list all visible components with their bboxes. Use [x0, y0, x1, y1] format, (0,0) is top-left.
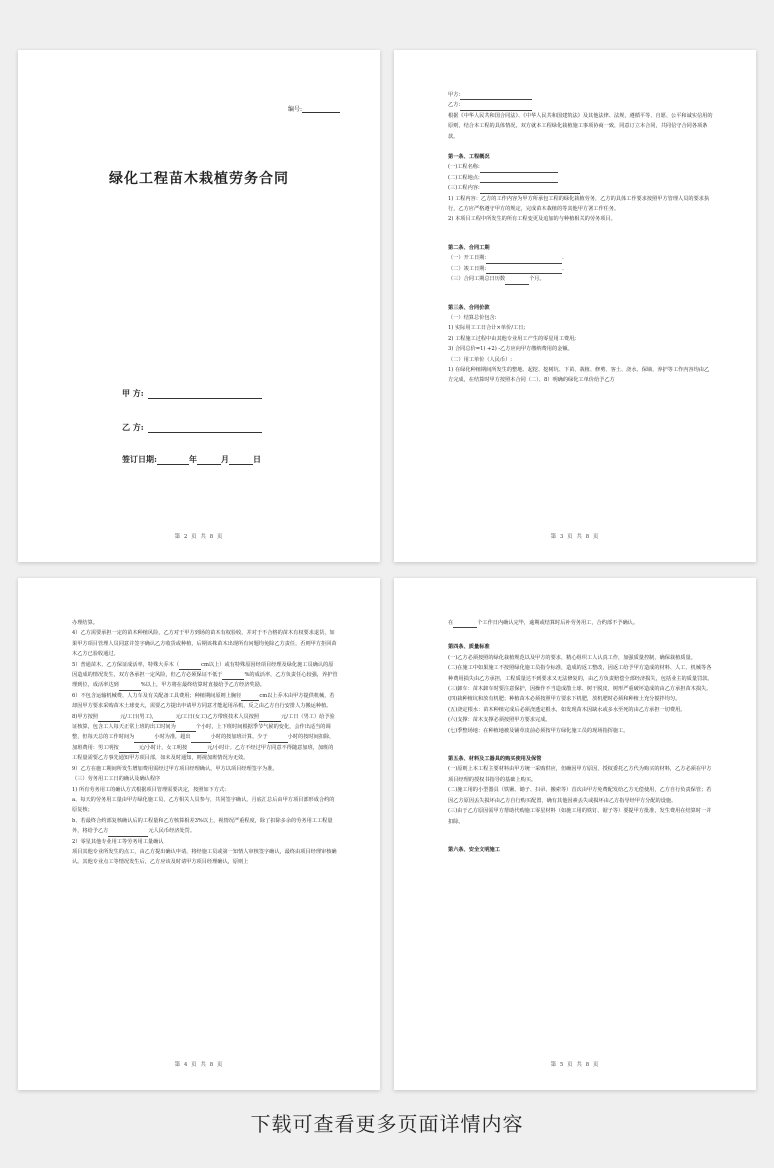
- paragraph: (二)在施工中如果施工不按照绿化施工员指令标准，造成的返工整改，因返工给予甲方造成的材料、人工、机械等各种费用损失由乙方承担，工程质量达不到要求又无法修复的，由乙方负责赔偿全部经济损失，包括业主的质量罚款。: [448, 665, 713, 682]
- paragraph: b、若最终合约部复核确认后的工程量和乙方核算相差3%以上，视情况严重程度，除了扣除多余的劳务用工工程量外，将给予乙方 元人民币经济处罚。: [72, 816, 338, 837]
- contract-cover-page: [18, 50, 380, 562]
- paragraph: (三)由于乙方原因需甲方帮助代购施工零星材料（如施工用的铁钉、锯子等）要提甲方批准，发生费用在结算时一并扣除。: [448, 808, 712, 825]
- section-heading: 第六条、安全文明施工: [448, 846, 500, 853]
- download-caption: 下载可查看更多页面详情内容: [250, 1112, 524, 1136]
- paragraph: （三）劳务用工工日的确认及确认程序: [72, 776, 161, 783]
- paragraph: (七)季整场地：在种植地被及铺草皮前必须按甲方绿化施工员的现场指挥施工。: [448, 727, 629, 734]
- page-footer: 第 3 页 共 8 页: [550, 534, 600, 540]
- paragraph: （二）用工单价（人民币）:: [448, 356, 512, 363]
- contract-page-4: [18, 578, 380, 1090]
- contract-page-5: [394, 578, 756, 1090]
- page-body: [448, 618, 714, 855]
- total-days-field: （三）合同工期总日历数 个月。: [448, 274, 714, 284]
- page-footer: 第 5 页 共 8 页: [550, 1062, 600, 1068]
- paragraph: 在 个工作日内确认完毕，逾期或结算时后补劳务用工，合约部不予确认。: [448, 618, 714, 628]
- contract-title: 绿化工程苗木栽植劳务合同: [109, 171, 289, 187]
- party-a-field: 甲方:: [448, 90, 714, 100]
- paragraph: 3) 合同总价=1) +2) -乙方应向甲方缴纳费用的金额。: [448, 346, 573, 353]
- project-name-field: (一)工程名称:: [448, 162, 714, 172]
- paragraph: (三)卸车：苗木卸车时要注意保护，因操作不当造成散土球、树干脱皮、树形严重破坏造成的由乙方承担苗木损失。: [448, 686, 712, 693]
- paragraph: a、每天的劳务用工量由甲方绿化施工员、乙方相关人员参与，共同签字确认，月底汇总后由甲方项目部形成合约的原复核；: [72, 796, 335, 814]
- page-body: [448, 90, 714, 386]
- paragraph: (六)支撑：苗木支撑必须按照甲方要求完成。: [448, 717, 551, 724]
- party-b-line: 乙 方:: [122, 422, 262, 433]
- party-a-line: 甲 方:: [122, 388, 262, 399]
- section-heading: 第二条、合同工期: [448, 244, 490, 251]
- paragraph: （一）结算总价包含:: [448, 314, 497, 321]
- section-heading: 第四条、质量标准: [448, 644, 490, 651]
- paragraph: 1) 实际用工工日合计×单价/工日;: [448, 325, 526, 332]
- project-site-field: (二)工程地点:: [448, 173, 714, 183]
- paragraph: 项目其他专业所发生的点工，由乙方提出确认申请，将经施工员或第一知情人审核签字确认，最终由项目经理审核确认。其他专业点工等情况发生后，乙方应该及时请甲方项目经理确认，原则上: [72, 848, 337, 866]
- page-footer: 第 2 页 共 8 页: [174, 534, 224, 540]
- paragraph: (一)乙方必须按照的绿化栽植规范以及甲方的要求，精心组织工人认真工作，加强质量控制，确保栽植质量。: [448, 654, 696, 661]
- paragraph: 2）零星其他专业用工等劳务用工量确认: [72, 838, 164, 845]
- project-content-field: (三)工程内容:: [448, 183, 714, 193]
- paragraph: (一)原则上本工程主要材料由甲方统一采购供应，但确因甲方原因，授权委托乙方代为购买的材料，乙方必须在甲方项目经理的授权书指导的基础上购买。: [448, 766, 712, 783]
- paragraph: 2) 本项目工程中所发生的所有工程变更及追加的与种植相关的劳务项目。: [448, 216, 616, 223]
- paragraph: 2) 工程施工过程中由其他专业用工产生的零星用工费用;: [448, 335, 577, 342]
- section-heading: 第一条、工程概况: [448, 154, 490, 161]
- sign-date: 签订日期: 年 月 日: [122, 454, 261, 464]
- paragraph: 9）乙方在施工期间所发生增加费用需经过甲方项目经理确认，甲方以项目经理签字为准。: [72, 765, 278, 772]
- paragraph: 1) 所有劳务用工的确认方式根据项目管理需要决定，按照如下方式:: [72, 786, 226, 793]
- serial-number: 编号:: [288, 104, 340, 113]
- paragraph: 6）不包含运输机械费、人力车及有关配备工具费用；种植期间原则上胸径 cm以上乔木由甲方提供机械，若却因甲方要求采购苗木土球变大，需要乙方提出申请甲方同意才能起用吊机，反之由乙方自行安排人力搬运种植。: [72, 692, 335, 710]
- paragraph: 办理结算。: [72, 620, 98, 626]
- paragraph: (二)施工用的小型器具（铁锹、锄子、扫帚、搬索等）首次由甲方免费配发给乙方无偿使用，乙方自行负责保管；若因乙方原因丢失损坏由乙方自行购买配置，确有其他因素丢失或损坏由乙方指导经甲方分配的设施。: [448, 787, 712, 804]
- section-heading: 第三条、合同价款: [448, 304, 490, 311]
- paragraph: 4）乙方需要承担一定的苗木种植风险，乙方对于甲方到场的苗木有权验收，并对于不合格的苗木有权要求退货，如果甲方项目管理人员同意并签字确认乙方收货或种植，后期该株苗木出现所有问题均免除乙方责任，否则甲方拒回苗木乙方已验收通过。: [72, 630, 337, 658]
- paragraph: 1) 在绿化种植期间所发生的整地、起挖、挖树坑、下苗、栽植、修剪、客土、浇水、保墒、养护等工作内容均由乙方完成，在结算时甲方按照本合同（二）、8）明确的绿化工单价给予乙方: [448, 366, 710, 384]
- contract-page-3: [394, 50, 756, 562]
- paragraph: 8)甲方按照 元/工日(男工), 元/工日(女工)乙方带班技术人员按照 元/工日（男工）给予验证核算，包含工人每天正常上班的出工时间为 个小时，上下班时间根据季节气候的变化，会作出适当的调整，但每天总的工作时间为 小时为准，超出 小时的按加班计算，少于 小时的按时间扣除，加班费用：男工明按 元/小时计，女工明按 元/小时计。乙方不经过甲方同意不得随意加班，加班的工程量需要乙方事先通知甲方项目部，如未及时通知，则视加班情况为无效。: [72, 713, 335, 762]
- section-heading: 第五条、材料及工器具的购买使用及保管: [448, 756, 542, 763]
- page-body: [72, 618, 338, 868]
- paragraph: 1) 工程内容：乙方的工作内容为甲方所承包工程的绿化栽植劳务，乙方的具体工作要求按照甲方管理人员的要求执行，乙方应严格遵守甲方的规定，完成苗木栽植的等其他甲方署工作任务。: [448, 195, 710, 213]
- paragraph: (四)栽种植坑和放有机肥；种植苗木必须按照甲方要求下机肥，放机肥时必须和种植土充分搅拌均匀。: [448, 696, 681, 703]
- page-footer: 第 4 页 共 8 页: [174, 1062, 224, 1068]
- end-date-field: （二）竣工日期: .: [448, 264, 714, 274]
- party-b-field: 乙方:: [448, 100, 714, 110]
- paragraph: 5）普通苗木，乙方保证成活率，特殊大乔木（ cm以上）或有特殊原因经项目经理及绿化施工员确认的原因造成的情况发生，双方各承担一定风险，但乙方必须保证不低于 %的成活率，乙方负责任心较强，养护管理到位，成活率达到 %以上，甲方将在最终结算时直接给予乙方经济奖励。: [72, 660, 338, 691]
- start-date-field: （一）开工日期: .: [448, 253, 714, 263]
- intro-paragraph: 根据《中华人民共和国合同法》、《中华人民共和国建筑法》及其他法律、法规，遵循平等、自愿、公平和诚实信用的原则，结合本工程的具体情况，双方就本工程绿化栽植施工事项协商一致，同意订立本合同，共同信守合同各项条款。: [448, 112, 713, 140]
- paragraph: (五)浇定根水：苗木种植完成后必须浇透定根水，如发现苗木因缺水或多水至死的由乙方承担一切费用。: [448, 706, 686, 713]
